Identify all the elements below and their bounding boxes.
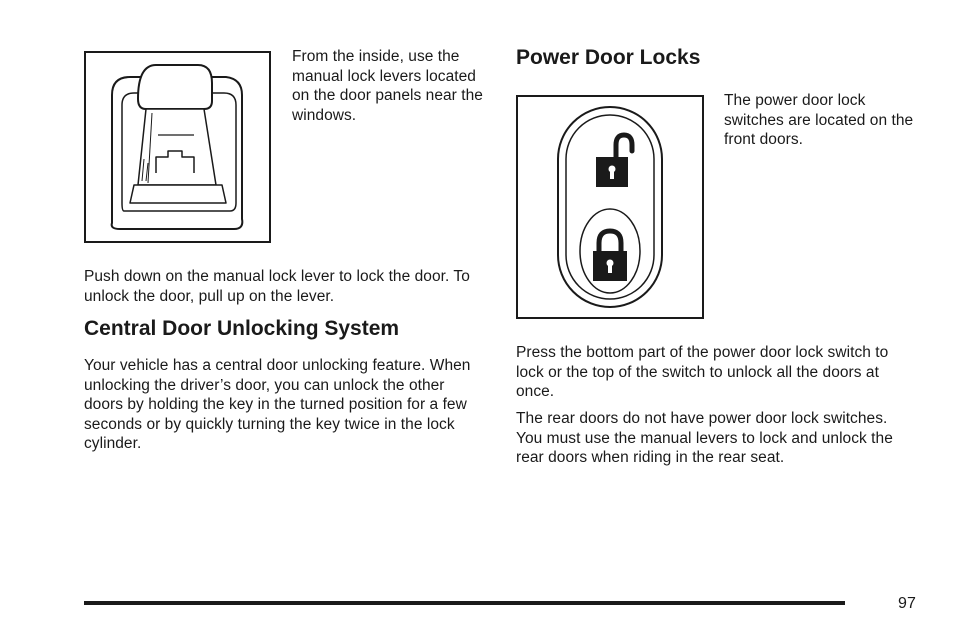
lock-icon (593, 231, 627, 281)
power-lock-switch-drawing (518, 97, 702, 317)
power-lock-paragraph-1: Press the bottom part of the power door lock switch to lock or the top of the switch to unlock all the doors at once. (516, 344, 889, 400)
footer-rule (84, 601, 845, 605)
central-unlocking-paragraph: Your vehicle has a central door unlocking feature. When unlocking the driver’s door, you can unlock the other doors by holding the key in the turned position for a few seconds or by quickly turning the key twice in the lock cylinder. (84, 357, 471, 452)
manual-lever-paragraph: Push down on the manual lock lever to lock the door. To unlock the door, pull up on the lever. (84, 268, 470, 305)
power-lock-paragraph-2: The rear doors do not have power door lock switches. You must use the manual levers to lock and unlock the rear doors when riding in the rear seat. (516, 410, 893, 466)
power-door-locks-heading: Power Door Locks (516, 46, 701, 69)
power-lock-switch-illustration (516, 95, 704, 319)
unlock-icon (596, 135, 632, 187)
manual-lever-caption: From the inside, use the manual lock levers located on the door panels near the windows. (292, 48, 483, 124)
central-door-unlocking-heading: Central Door Unlocking System (84, 317, 400, 340)
lock-lever-drawing (86, 53, 269, 241)
manual-lock-lever-illustration (84, 51, 271, 243)
page-number: 97 (898, 595, 916, 612)
power-lock-caption: The power door lock switches are located on the front doors. (724, 92, 914, 148)
